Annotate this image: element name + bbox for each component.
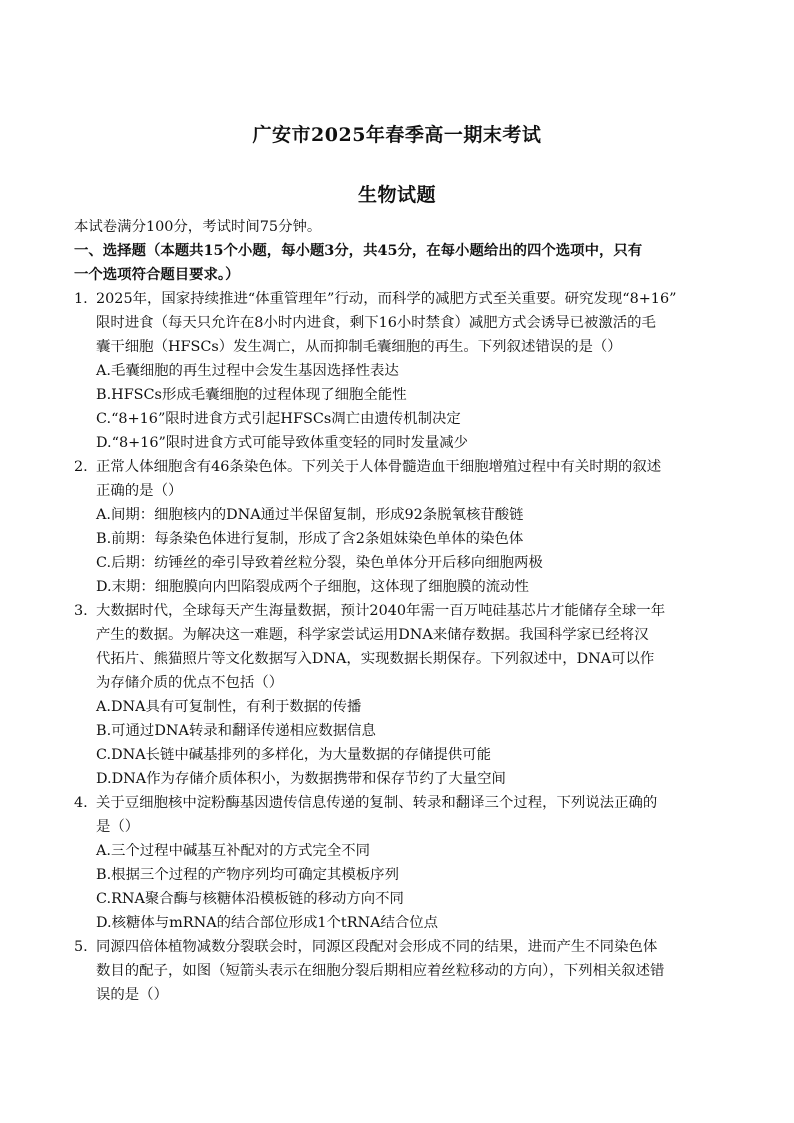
question-number: 1. [74, 291, 88, 307]
answer-option: A.DNA具有可复制性，有利于数据的传播 [96, 699, 362, 715]
question-number: 4. [74, 795, 88, 811]
question-number: 5. [74, 939, 88, 955]
question-number: 2. [74, 459, 88, 475]
answer-option: A.间期：细胞核内的DNA通过半保留复制，形成92条脱氧核苷酸链 [96, 507, 524, 523]
question-stem-line: 同源四倍体植物减数分裂联会时，同源区段配对会形成不同的结果，进而产生不同染色体 [96, 939, 658, 955]
answer-option: C.RNA聚合酶与核糖体沿模板链的移动方向不同 [96, 891, 404, 907]
exam-title: 广安市2025年春季高一期末考试 [252, 124, 542, 146]
question-stem-line: 产生的数据。为解决这一难题，科学家尝试运用DNA来储存数据。我国科学家已经将汉 [96, 627, 649, 643]
answer-option: D.末期：细胞膜向内凹陷裂成两个子细胞，这体现了细胞膜的流动性 [96, 579, 529, 595]
answer-option: C.后期：纺锤丝的牵引导致着丝粒分裂，染色单体分开后移向细胞两极 [96, 555, 543, 571]
question-stem-line: 2025年，国家持续推进“体重管理年”行动，而科学的减肥方式至关重要。研究发现“8+16” [96, 291, 677, 307]
answer-option: A.毛囊细胞的再生过程中会发生基因选择性表达 [96, 363, 399, 379]
section-heading-line-1: 一、选择题（本题共15个小题，每小题3分，共45分，在每小题给出的四个选项中，只有 [74, 242, 643, 259]
question-stem-line: 大数据时代，全球每天产生海量数据，预计2040年需一百万吨硅基芯片才能储存全球一年 [96, 603, 666, 619]
question-stem-line: 误的是（） [96, 987, 168, 1003]
section-heading-line-2: 一个选项符合题目要求。） [74, 266, 240, 283]
question-stem-line: 正常人体细胞含有46条染色体。下列关于人体骨髓造血干细胞增殖过程中有关时期的叙述 [96, 459, 662, 475]
question-stem-line: 限时进食（每天只允许在8小时内进食，剩下16小时禁食）减肥方式会诱导已被激活的毛 [96, 315, 656, 331]
answer-option: D.核糖体与mRNA的结合部位形成1个tRNA结合位点 [96, 915, 439, 931]
question-stem-line: 为存储介质的优点不包括（） [96, 675, 284, 691]
question-stem-line: 囊干细胞（HFSCs）发生凋亡，从而抑制毛囊细胞的再生。下列叙述错误的是（） [96, 339, 622, 355]
answer-option: C.“8+16”限时进食方式引起HFSCs凋亡由遗传机制决定 [96, 411, 461, 427]
answer-option: C.DNA长链中碱基排列的多样化，为大量数据的存储提供可能 [96, 747, 491, 763]
exam-subtitle: 生物试题 [357, 184, 436, 206]
question-number: 3. [74, 603, 88, 619]
answer-option: B.HFSCs形成毛囊细胞的过程体现了细胞全能性 [96, 387, 407, 403]
answer-option: D.DNA作为存储介质体积小，为数据携带和保存节约了大量空间 [96, 771, 506, 787]
answer-option: D.“8+16”限时进食方式可能导致体重变轻的同时发量减少 [96, 435, 469, 451]
question-stem-line: 是（） [96, 819, 140, 835]
question-stem-line: 数目的配子，如图（短箭头表示在细胞分裂后期相应着丝粒移动的方向），下列相关叙述错 [96, 963, 665, 979]
question-stem-line: 代拓片、熊猫照片等文化数据写入DNA，实现数据长期保存。下列叙述中，DNA可以作 [96, 651, 655, 667]
exam-intro: 本试卷满分100分，考试时间75分钟。 [74, 219, 322, 235]
question-stem-line: 正确的是（） [96, 483, 183, 499]
answer-option: B.根据三个过程的产物序列均可确定其模板序列 [96, 867, 399, 883]
answer-option: B.前期：每条染色体进行复制，形成了含2条姐妹染色单体的染色体 [96, 531, 524, 547]
question-stem-line: 关于豆细胞核中淀粉酶基因遗传信息传递的复制、转录和翻译三个过程，下列说法正确的 [96, 795, 658, 811]
answer-option: B.可通过DNA转录和翻译传递相应数据信息 [96, 723, 376, 739]
answer-option: A.三个过程中碱基互补配对的方式完全不同 [96, 843, 370, 859]
